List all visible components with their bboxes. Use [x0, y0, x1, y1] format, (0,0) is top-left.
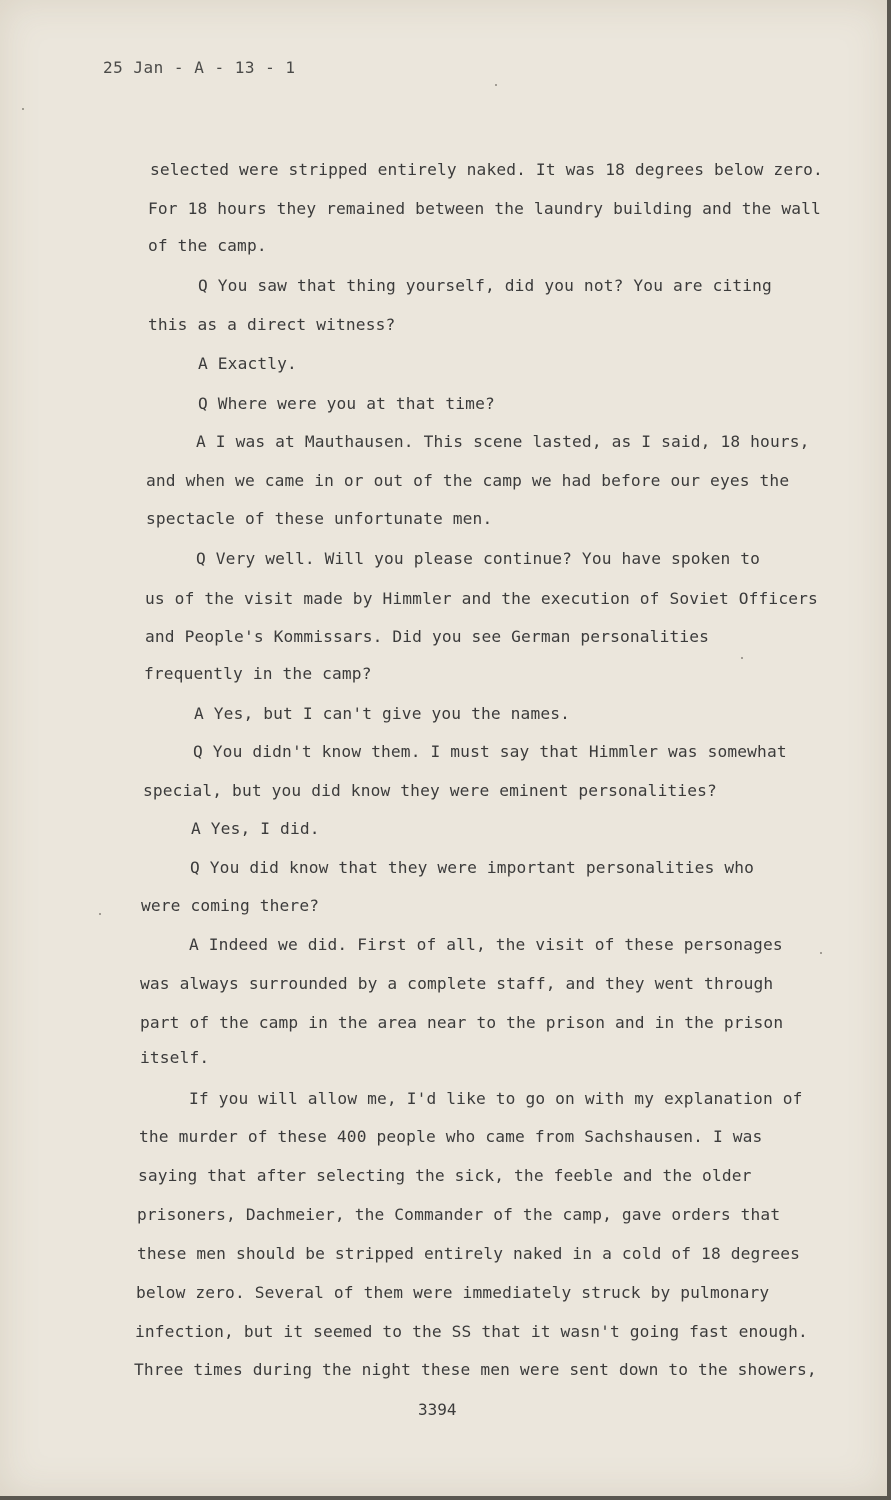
- text-line: this as a direct witness?: [148, 315, 396, 334]
- answer-line: A Exactly.: [198, 354, 297, 373]
- page-header: 25 Jan - A - 13 - 1: [103, 58, 296, 77]
- text-line: of the camp.: [148, 236, 267, 255]
- text-line: selected were stripped entirely naked. It was 18 degrees below zero.: [150, 160, 823, 179]
- text-line: these men should be stripped entirely naked in a cold of 18 degrees: [137, 1244, 801, 1263]
- text-line: part of the camp in the area near to the prison and in the prison: [140, 1013, 784, 1032]
- paper-speck: [741, 657, 743, 659]
- question-line: Q Where were you at that time?: [198, 394, 495, 413]
- question-line: Q You saw that thing yourself, did you not? You are citing: [198, 276, 772, 295]
- text-line: us of the visit made by Himmler and the execution of Soviet Officers: [145, 589, 818, 608]
- text-line: and when we came in or out of the camp we had before our eyes the: [146, 471, 790, 490]
- paper-speck: [495, 84, 497, 86]
- text-line: and People's Kommissars. Did you see German personalities: [145, 627, 710, 646]
- page-number: 3394: [418, 1400, 457, 1419]
- text-line: frequently in the camp?: [144, 664, 372, 683]
- text-line: the murder of these 400 people who came from Sachshausen. I was: [139, 1127, 763, 1146]
- text-line: Three times during the night these men were sent down to the showers,: [134, 1360, 817, 1379]
- question-line: Q Very well. Will you please continue? You have spoken to: [196, 549, 761, 568]
- text-line: saying that after selecting the sick, the feeble and the older: [138, 1166, 752, 1185]
- paper-speck: [99, 913, 101, 915]
- text-line: prisoners, Dachmeier, the Commander of the camp, gave orders that: [137, 1205, 781, 1224]
- text-line: were coming there?: [141, 896, 320, 915]
- question-line: Q You didn't know them. I must say that Himmler was somewhat: [193, 742, 787, 761]
- question-line: Q You did know that they were important personalities who: [190, 858, 755, 877]
- paper-speck: [22, 108, 24, 110]
- text-line: itself.: [140, 1048, 210, 1067]
- text-line: For 18 hours they remained between the laundry building and the wall: [148, 199, 821, 218]
- text-line: infection, but it seemed to the SS that it wasn't going fast enough.: [135, 1322, 808, 1341]
- text-line: If you will allow me, I'd like to go on with my explanation of: [189, 1089, 803, 1108]
- text-line: below zero. Several of them were immediately struck by pulmonary: [136, 1283, 770, 1302]
- answer-line: A Yes, I did.: [191, 819, 320, 838]
- answer-line: A Yes, but I can't give you the names.: [194, 704, 571, 723]
- answer-line: A I was at Mauthausen. This scene lasted, as I said, 18 hours,: [196, 432, 810, 451]
- text-line: was always surrounded by a complete staff, and they went through: [140, 974, 774, 993]
- paper-speck: [820, 952, 822, 954]
- text-line: special, but you did know they were eminent personalities?: [143, 781, 717, 800]
- answer-line: A Indeed we did. First of all, the visit of these personages: [189, 935, 783, 954]
- text-line: spectacle of these unfortunate men.: [146, 509, 493, 528]
